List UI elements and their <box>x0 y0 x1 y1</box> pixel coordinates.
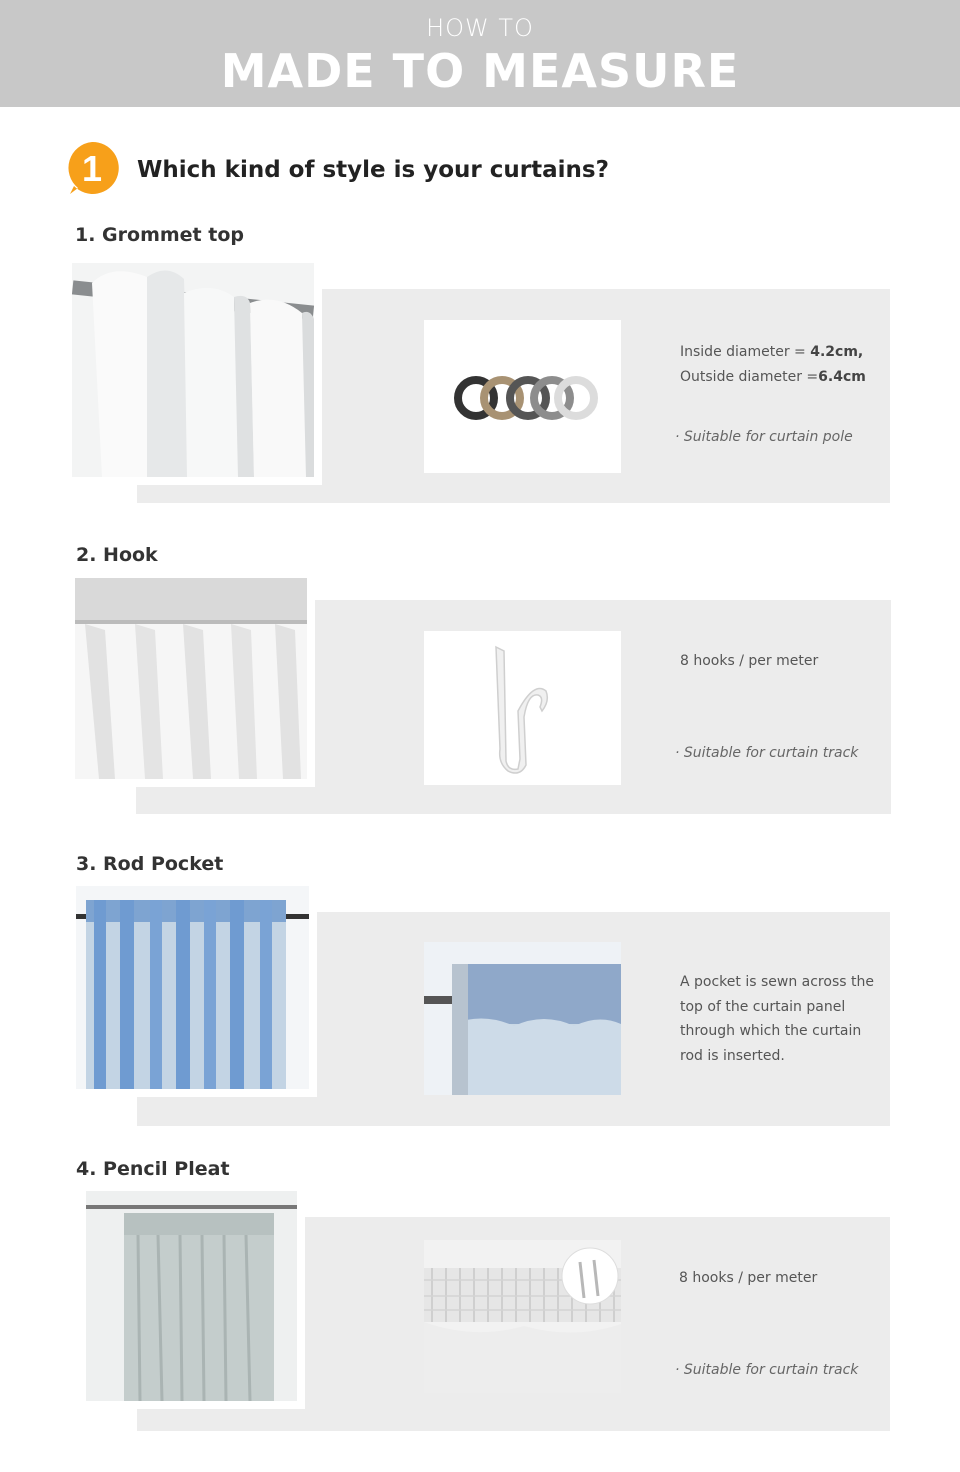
rod-pocket-image <box>424 942 621 1095</box>
hook-image <box>424 631 621 785</box>
pencil-pleat-count-text: 8 hooks / per meter <box>679 1270 818 1286</box>
section-title-grommet: 1. Grommet top <box>75 224 244 246</box>
hook-count-text: 8 hooks / per meter <box>680 653 819 669</box>
grommet-diameter-text: Inside diameter = 4.2cm, Outside diameter =6.4cm <box>680 344 866 385</box>
hook-note: · Suitable for curtain track <box>675 745 859 761</box>
pencil-pleat-curtain-photo <box>78 1183 305 1409</box>
section-title-pencil-pleat: 4. Pencil Pleat <box>76 1158 230 1180</box>
header-title: MADE TO MEASURE <box>220 44 740 98</box>
section-title-rod-pocket: 3. Rod Pocket <box>76 853 224 875</box>
step-badge <box>64 140 120 196</box>
hook-curtain-photo <box>67 570 315 787</box>
page-header <box>0 0 960 107</box>
grommet-rings-image <box>424 320 621 473</box>
grommet-curtain-photo <box>64 255 322 485</box>
pencil-pleat-note: · Suitable for curtain track <box>675 1362 859 1378</box>
step-number: 1 <box>81 148 103 189</box>
rod-pocket-curtain-photo <box>68 878 317 1097</box>
grommet-note: · Suitable for curtain pole <box>675 429 853 445</box>
section-title-hook: 2. Hook <box>76 544 158 566</box>
rod-pocket-description: A pocket is sewn across the top of the curtain panel through which the curtain rod is inserted. <box>680 974 874 1064</box>
header-subtitle: HOW TO <box>426 14 534 42</box>
pencil-pleat-image <box>424 1240 621 1393</box>
step-heading: Which kind of style is your curtains? <box>137 157 609 183</box>
